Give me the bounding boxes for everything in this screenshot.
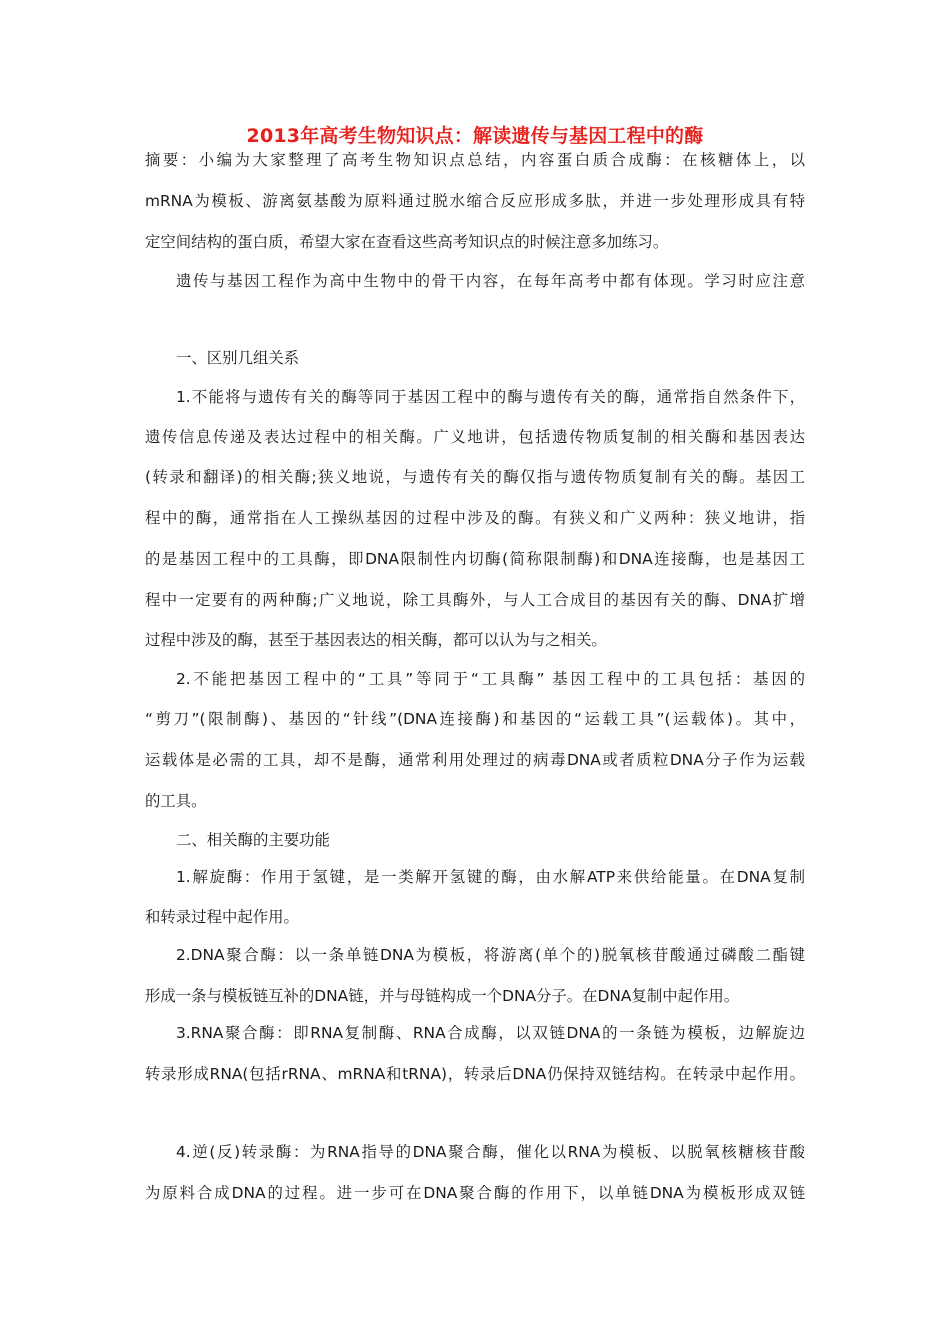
paragraph-line: mRNA为模板、游离氨基酸为原料通过脱水缩合反应形成多肽，并进一步处理形成具有特 (145, 192, 805, 210)
paragraph-line: 为原料合成DNA的过程。进一步可在DNA聚合酶的作用下，以单链DNA为模板形成双链 (145, 1184, 805, 1202)
paragraph-line: 转录形成RNA(包括rRNA、mRNA和tRNA)，转录后DNA仍保持双链结构。在转录中起作用。 (145, 1065, 805, 1083)
paragraph-line: 2.不能把基因工程中的“工具”等同于“工具酶” 基因工程中的工具包括：基因的 (176, 670, 805, 688)
paragraph-line: 3.RNA聚合酶：即RNA复制酶、RNA合成酶，以双链DNA的一条链为模板，边解旋边 (176, 1024, 805, 1042)
paragraph-line: 1.不能将与遗传有关的酶等同于基因工程中的酶与遗传有关的酶，通常指自然条件下， (176, 388, 805, 406)
paragraph-line: 遗传与基因工程作为高中生物中的骨干内容，在每年高考中都有体现。学习时应注意 (176, 272, 805, 290)
paragraph-line: “剪刀”(限制酶)、基因的“针线”(DNA连接酶)和基因的“运载工具”(运载体)。其中， (145, 710, 805, 728)
paragraph-line: 形成一条与模板链互补的DNA链，并与母链构成一个DNA分子。在DNA复制中起作用。 (145, 987, 740, 1005)
paragraph-line: 过程中涉及的酶，甚至于基因表达的相关酶，都可以认为与之相关。 (145, 631, 607, 649)
paragraph-line: 程中一定要有的两种酶;广义地说，除工具酶外，与人工合成目的基因有关的酶、DNA扩增 (145, 591, 805, 609)
paragraph-line: 的是基因工程中的工具酶，即DNA限制性内切酶(简称限制酶)和DNA连接酶，也是基因工 (145, 550, 805, 568)
section-heading: 二、相关酶的主要功能 (176, 831, 330, 849)
paragraph-line: 程中的酶，通常指在人工操纵基因的过程中涉及的酶。有狭义和广义两种：狭义地讲，指 (145, 509, 805, 527)
paragraph-line: 2.DNA聚合酶：以一条单链DNA为模板，将游离(单个的)脱氧核苷酸通过磷酸二酯键 (176, 946, 805, 964)
paragraph-line: 定空间结构的蛋白质，希望大家在查看这些高考知识点的时候注意多加练习。 (145, 233, 669, 251)
paragraph-line: 1.解旋酶：作用于氢键，是一类解开氢键的酶，由水解ATP来供给能量。在DNA复制 (176, 868, 805, 886)
paragraph-line: 4.逆(反)转录酶：为RNA指导的DNA聚合酶，催化以RNA为模板、以脱氧核糖核苷酸 (176, 1143, 805, 1161)
paragraph-line: 和转录过程中起作用。 (145, 908, 299, 926)
paragraph-line: 的工具。 (145, 792, 207, 810)
paragraph-line: (转录和翻译)的相关酶;狭义地说，与遗传有关的酶仅指与遗传物质复制有关的酶。基因工 (145, 468, 805, 486)
document-title: 2013年高考生物知识点：解读遗传与基因工程中的酶 (246, 125, 704, 147)
section-heading: 一、区别几组关系 (176, 349, 300, 367)
paragraph-line: 遗传信息传递及表达过程中的相关酶。广义地讲，包括遗传物质复制的相关酶和基因表达 (145, 428, 805, 446)
paragraph-line: 运载体是必需的工具，却不是酶，通常利用处理过的病毒DNA或者质粒DNA分子作为运载 (145, 751, 805, 769)
paragraph-line: 摘要：小编为大家整理了高考生物知识点总结，内容蛋白质合成酶：在核糖体上，以 (145, 151, 805, 169)
